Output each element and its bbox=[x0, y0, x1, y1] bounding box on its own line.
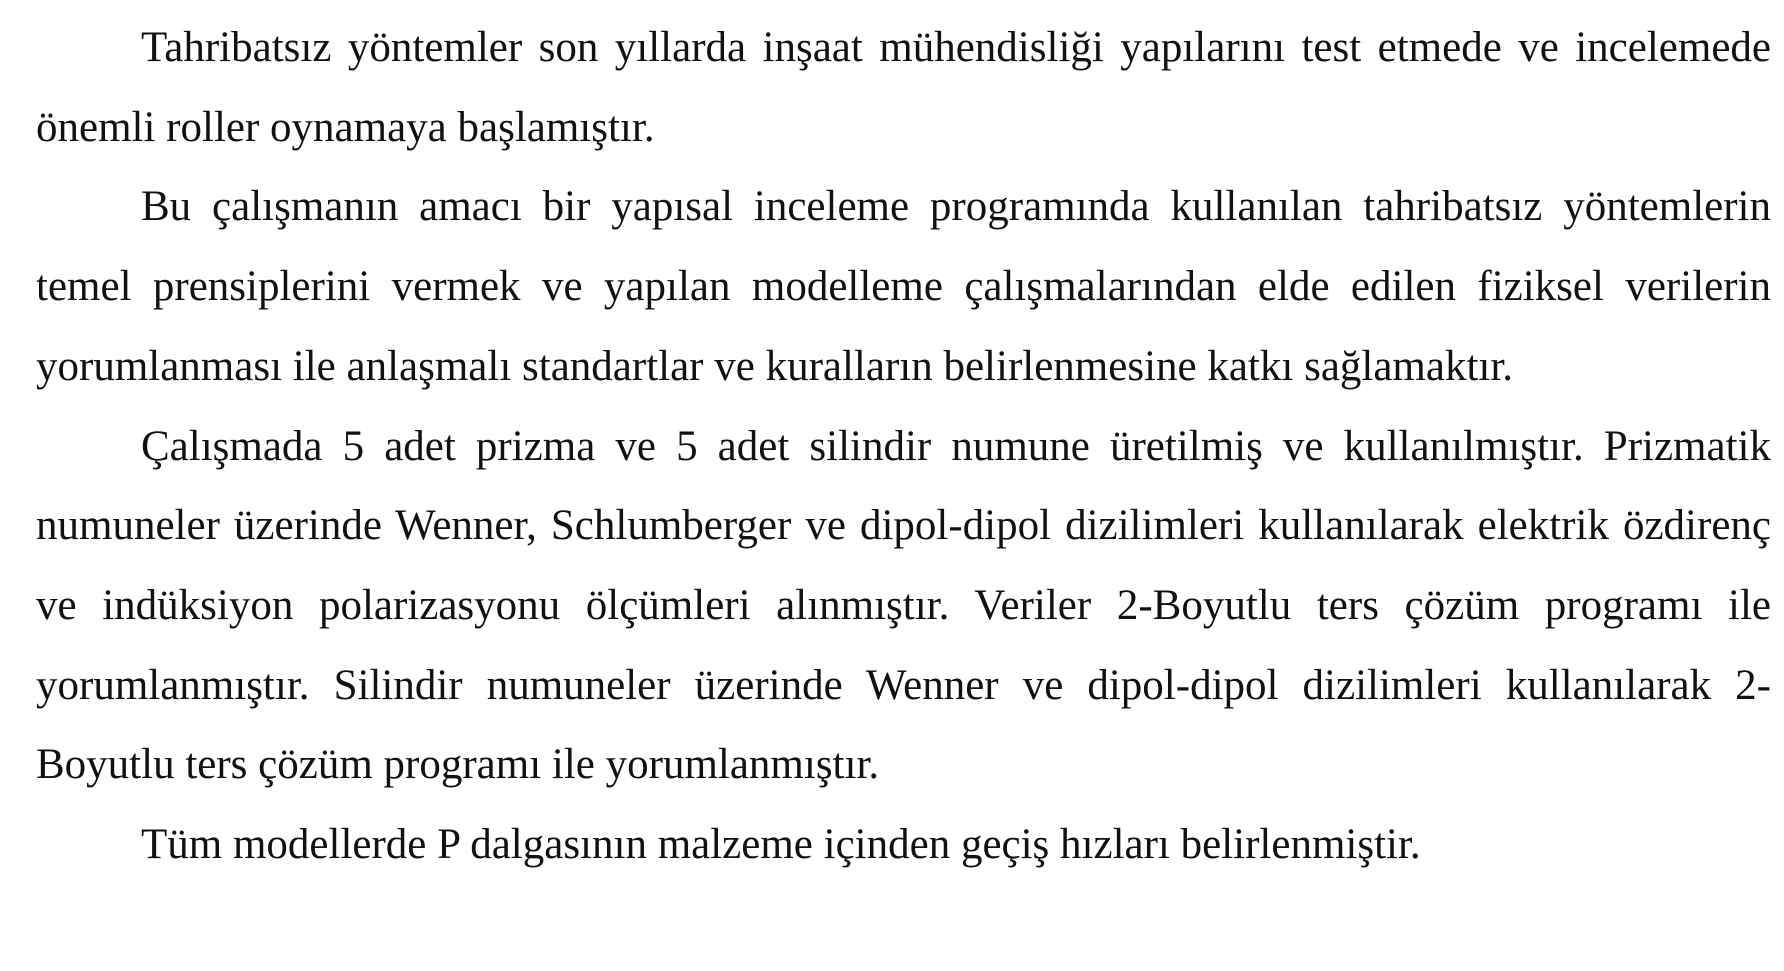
paragraph-p-wave: Tüm modellerde P dalgasının malzeme içinden geçiş hızları belirlenmiştir. bbox=[141, 821, 1421, 869]
paragraph-intro: Tahribatsız yöntemler son yıllarda inşaat mühendisliği yapılarını test etmede ve incelemede önemli roller oynamaya başlamıştır. bbox=[36, 24, 1771, 151]
paragraph-method: Çalışmada 5 adet prizma ve 5 adet silindir numune üretilmiş ve kullanılmıştır. Prizmatik numuneler üzerinde Wenner, Schlumberger ve dipol-dipol dizilimleri kullanılarak elektrik özdirenç ve indüksiyon polarizasyonu ölçümleri alınmıştır. Veriler 2-Boyutlu ters çözüm programı ile yorumlanmıştır. Silindir numuneler üzerinde Wenner ve dipol-dipol dizilimleri kullanılarak 2-Boyutlu ters çözüm programı ile yorumlanmıştır. bbox=[36, 422, 1771, 789]
paragraph-aim: Bu çalışmanın amacı bir yapısal inceleme programında kullanılan tahribatsız yöntemlerin temel prensiplerini vermek ve yapılan modelleme çalışmalarından elde edilen fiziksel verilerin yorumlanması ile anlaşmalı standartlar ve kuralların belirlenmesine katkı sağlamaktır. bbox=[36, 183, 1771, 390]
document-body bbox=[36, 8, 1771, 885]
